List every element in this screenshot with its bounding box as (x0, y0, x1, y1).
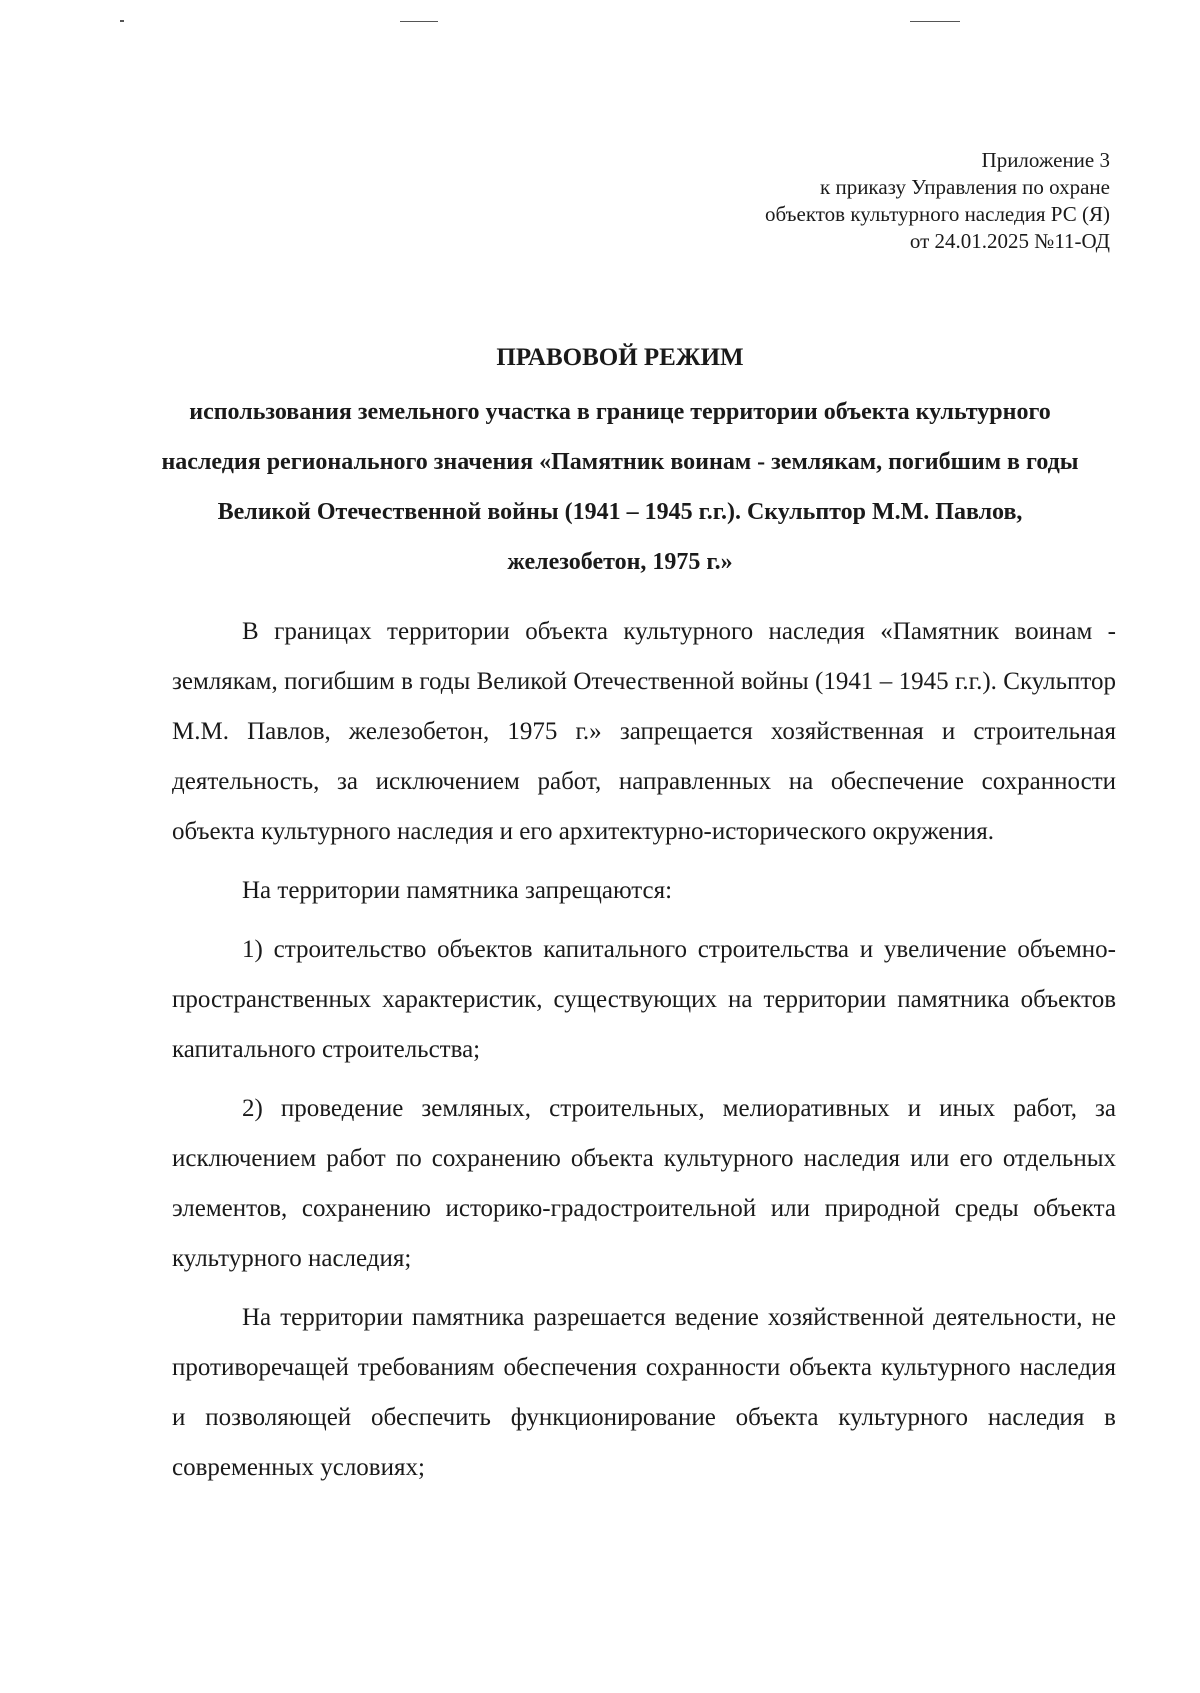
appendix-date-number: от 24.01.2025 №11-ОД (909, 229, 1110, 253)
document-body (172, 607, 1116, 1502)
appendix-order-ref: к приказу Управления по охране (820, 175, 1110, 199)
document-subtitle: использования земельного участка в границе территории объекта культурного наследия регионального значения «Памятник воинам - землякам, погибшим в годы Великой Отечественной войны (1941 – 1945 г.г.). Скульптор М.М. Павлов, железобетон, 1975 г.» (161, 399, 1079, 575)
scan-artifact-line (400, 21, 438, 22)
scan-artifact-mark (120, 20, 124, 22)
paragraph-prohibitions-intro: На территории памятника запрещаются: (242, 877, 673, 904)
prohibition-item-1: 1) строительство объектов капитального строительства и увеличение объемно-пространственных характеристик, существующих на территории памятника объектов капитального строительства; (172, 936, 1116, 1063)
document-title: ПРАВОВОЙ РЕЖИМ (496, 344, 744, 371)
prohibition-item-2: 2) проведение земляных, строительных, мелиоративных и иных работ, за исключением работ по сохранению объекта культурного наследия или его отдельных элементов, сохранению историко-градостроительной или природной среды объекта культурного наследия; (172, 1095, 1116, 1272)
appendix-reference (765, 147, 1110, 255)
paragraph-prohibition-general: В границах территории объекта культурного наследия «Памятник воинам - землякам, погибшим в годы Великой Отечественной войны (1941 – 1945 г.г.). Скульптор М.М. Павлов, железобетон, 1975 г.» запрещается хозяйственная и строительная деятельность, за исключением работ, направленных на обеспечение сохранности объекта культурного наследия и его архитектурно-исторического окружения. (172, 618, 1116, 845)
paragraph-permitted-activity: На территории памятника разрешается ведение хозяйственной деятельности, не противоречащей требованиям обеспечения сохранности объекта культурного наследия и позволяющей обеспечить функционирование объекта культурного наследия в современных условиях; (172, 1304, 1116, 1481)
scan-artifact-line (910, 21, 960, 22)
document-heading (150, 338, 1090, 587)
appendix-number: Приложение 3 (981, 148, 1110, 172)
appendix-authority: объектов культурного наследия РС (Я) (765, 202, 1110, 226)
